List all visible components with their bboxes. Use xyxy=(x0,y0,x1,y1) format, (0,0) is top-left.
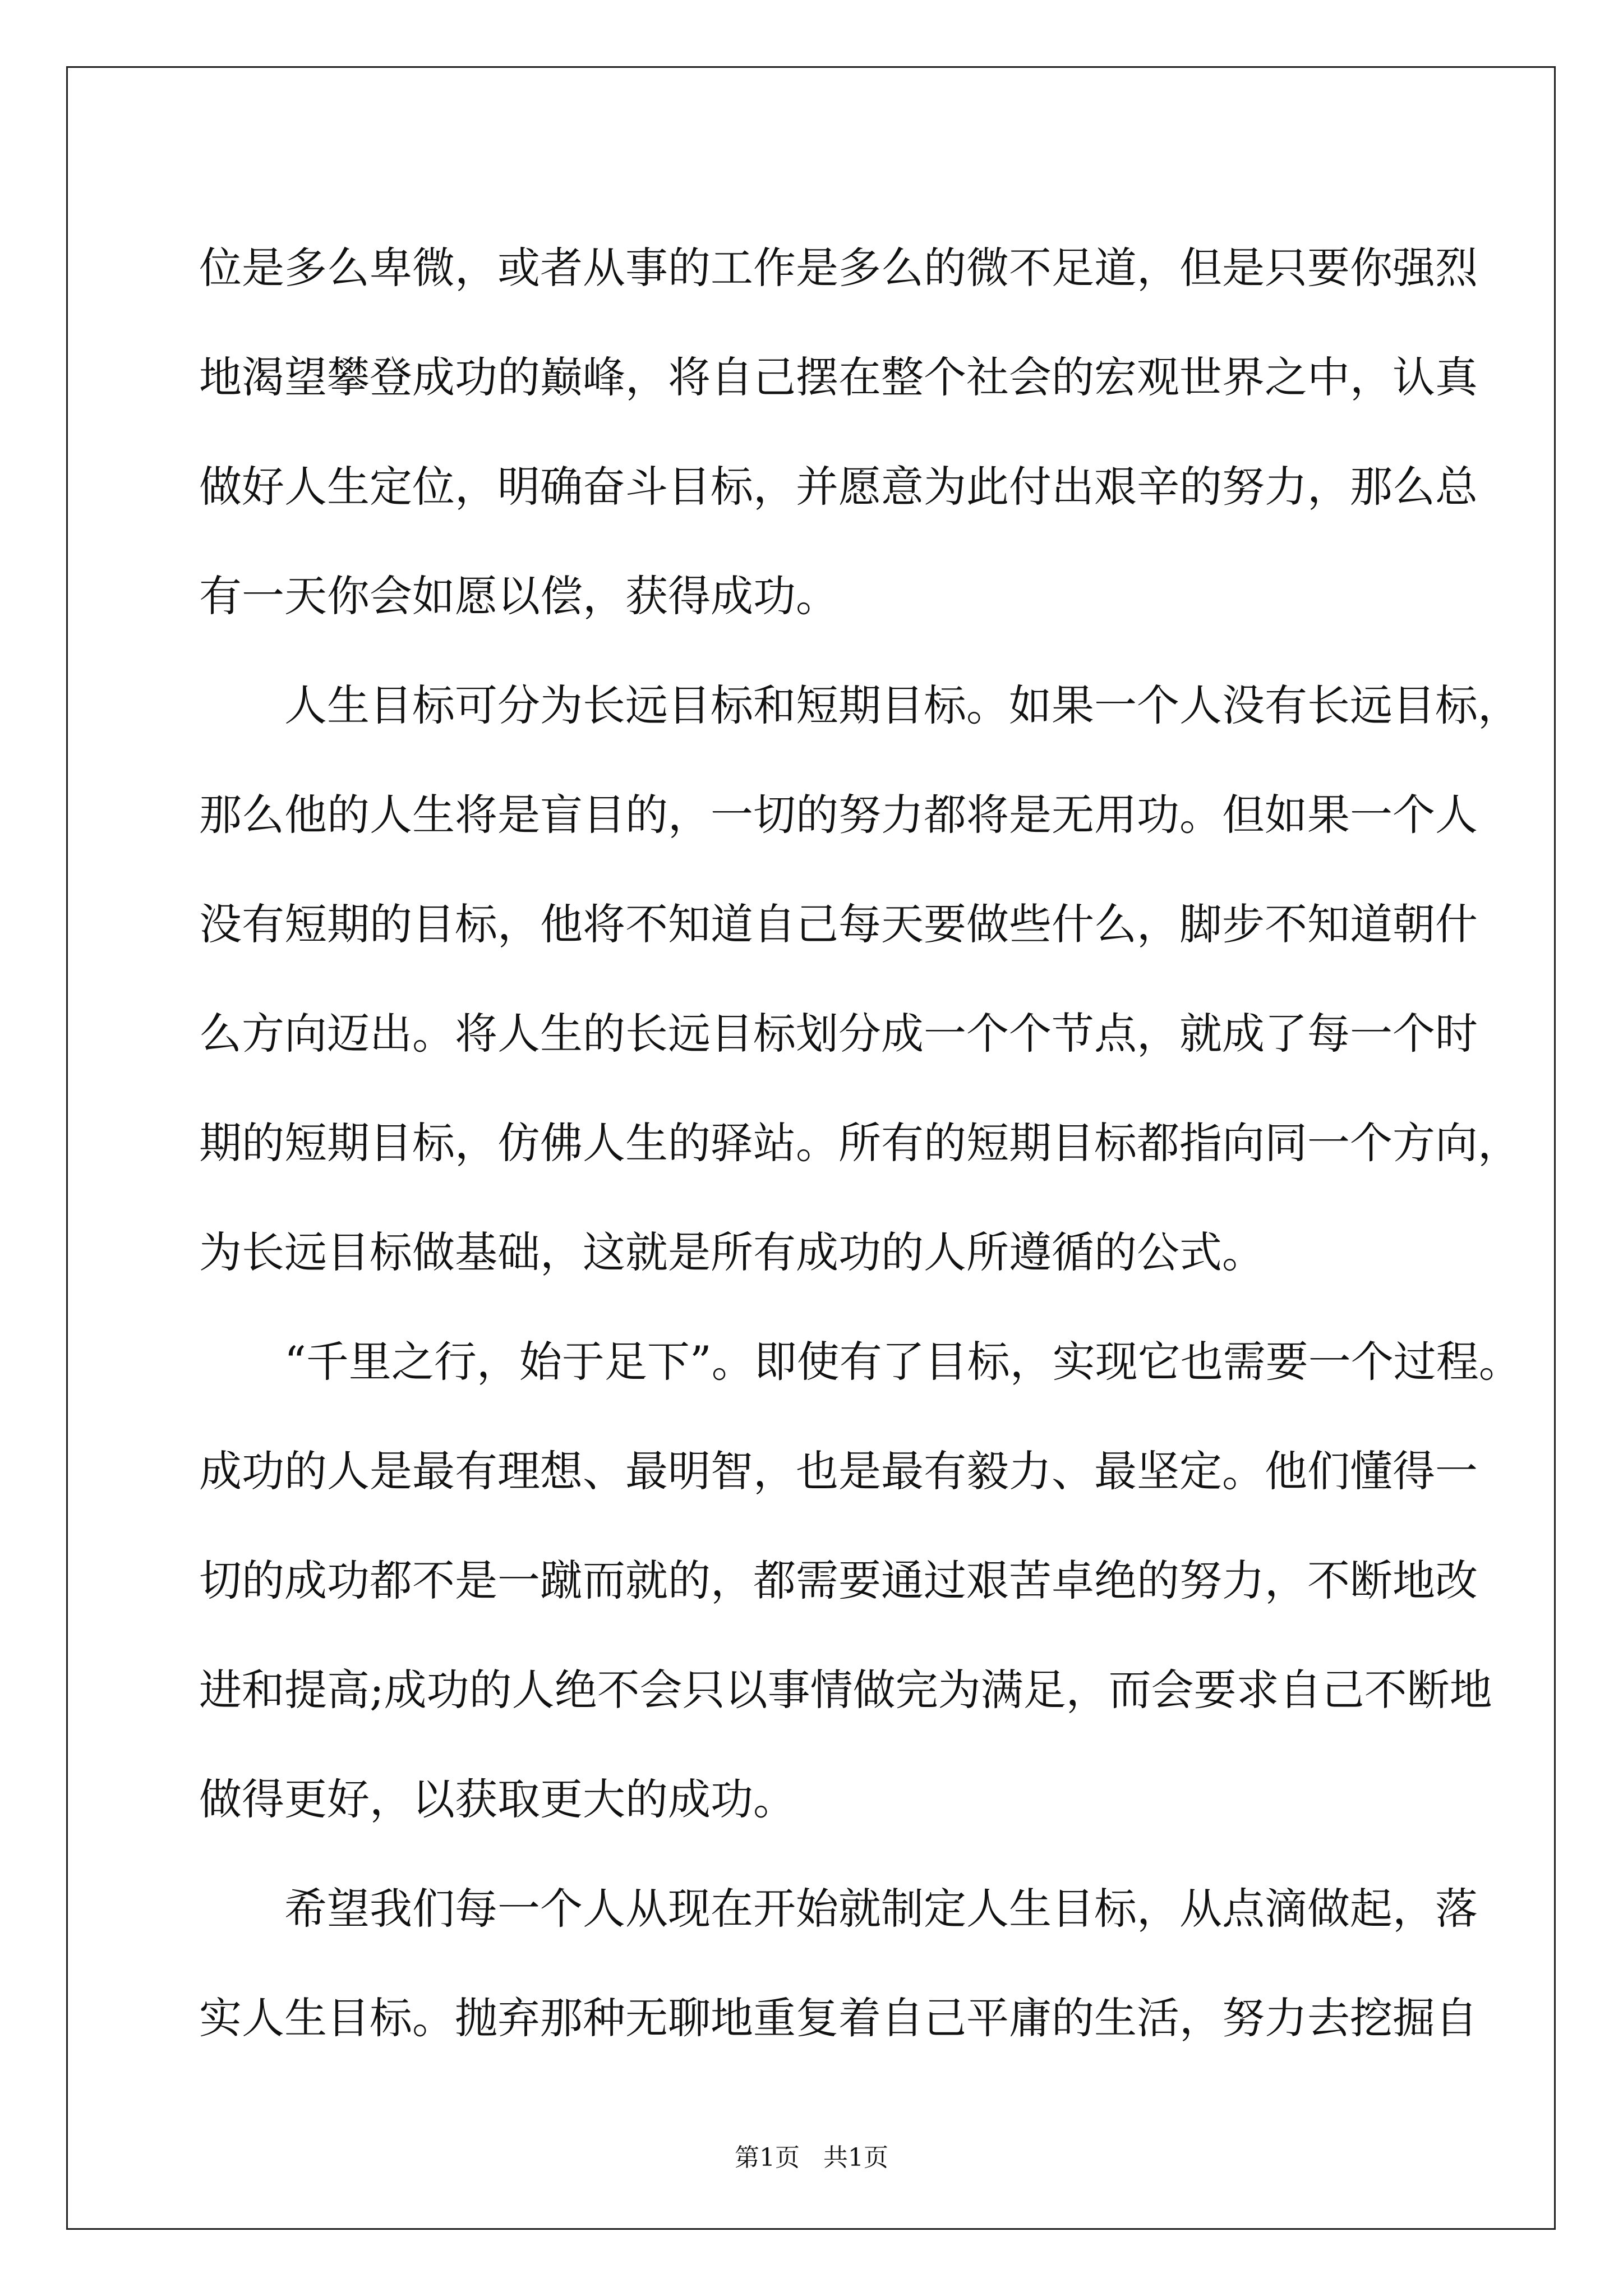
text-line: “千里之行，始于足下”。即使有了目标，实现它也需要一个过程。 xyxy=(284,1337,1521,1387)
text-line: 实人生目标。抛弃那种无聊地重复着自己平庸的生活，努力去挖掘自 xyxy=(199,1993,1478,2043)
paragraph xyxy=(199,213,1478,651)
paragraph xyxy=(199,1854,1478,2073)
text-line: 位是多么卑微，或者从事的工作是多么的微不足道，但是只要你强烈 xyxy=(199,243,1478,293)
text-line: 进和提高;成功的人绝不会只以事情做完为满足，而会要求自己不断地 xyxy=(199,1665,1492,1715)
paragraph xyxy=(199,651,1520,1307)
document-body xyxy=(199,213,1521,2073)
text-line: 么方向迈出。将人生的长远目标划分成一个个节点，就成了每一个时 xyxy=(199,1009,1478,1059)
text-line: 切的成功都不是一蹴而就的，都需要通过艰苦卓绝的努力，不断地改 xyxy=(199,1556,1478,1605)
text-line: 做得更好，以获取更大的成功。 xyxy=(199,1774,796,1824)
text-line: 成功的人是最有理想、最明智，也是最有毅力、最坚定。他们懂得一 xyxy=(199,1446,1478,1496)
text-line: 没有短期的目标，他将不知道自己每天要做些什么，脚步不知道朝什 xyxy=(199,899,1478,949)
text-line: 人生目标可分为长远目标和短期目标。如果一个人没有长远目标， xyxy=(284,680,1520,730)
paragraph xyxy=(199,1307,1521,1854)
text-line: 为长远目标做基础，这就是所有成功的人所遵循的公式。 xyxy=(199,1227,1265,1277)
text-line: 做好人生定位，明确奋斗目标，并愿意为此付出艰辛的努力，那么总 xyxy=(199,462,1478,512)
text-line: 有一天你会如愿以偿，获得成功。 xyxy=(199,571,838,621)
page-number: 第1页 xyxy=(735,2143,800,2172)
text-line: 那么他的人生将是盲目的，一切的努力都将是无用功。但如果一个人 xyxy=(199,790,1478,840)
text-line: 地渴望攀登成功的巅峰，将自己摆在整个社会的宏观世界之中，认真 xyxy=(199,352,1478,402)
text-line: 期的短期目标，仿佛人生的驿站。所有的短期目标都指向同一个方向， xyxy=(199,1118,1520,1168)
page-footer xyxy=(0,2137,1623,2173)
text-line: 希望我们每一个人从现在开始就制定人生目标，从点滴做起，落 xyxy=(284,1884,1478,1934)
page-total: 共1页 xyxy=(823,2143,888,2172)
